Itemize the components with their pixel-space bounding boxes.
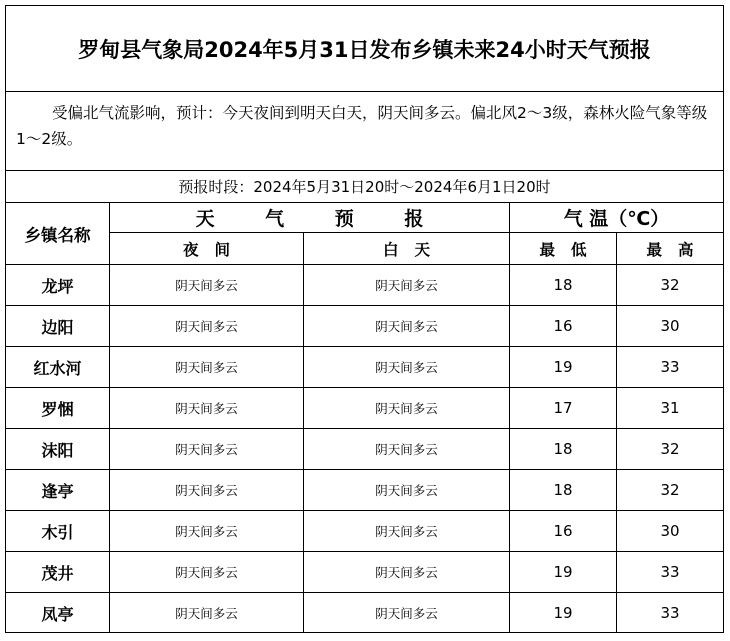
max-temp-cell: 32 [660,481,680,499]
min-temp-cell: 19 [553,563,573,581]
town-name-cell: 木引 [41,522,74,542]
max-temp-cell: 31 [660,399,680,417]
town-name-cell: 茂井 [41,563,74,583]
day-weather-cell: 阴天间多云 [375,442,438,457]
forecast-table [6,203,723,632]
header-temperature: 气 温（℃） [563,208,670,230]
max-temp-cell: 33 [660,563,680,581]
night-weather-cell: 阴天间多云 [175,442,238,457]
max-temp-cell: 33 [660,358,680,376]
day-weather-cell: 阴天间多云 [375,360,438,375]
max-temp-cell: 33 [660,604,680,622]
night-weather-cell: 阴天间多云 [175,278,238,293]
forecast-summary: 受偏北气流影响，预计：今天夜间到明天白天，阴天间多云。偏北风2～3级，森林火险气象等级1～2级。 [16,104,708,148]
max-temp-cell: 30 [660,522,680,540]
forecast-sheet [5,5,724,633]
town-name-cell: 凤亭 [41,604,74,624]
forecast-period: 预报时段：2024年5月31日20时～2024年6月1日20时 [178,178,551,196]
town-name-cell: 逢亭 [41,481,74,501]
max-temp-cell: 30 [660,317,680,335]
town-name-cell: 沫阳 [41,440,74,460]
min-temp-cell: 18 [553,440,573,458]
town-name-cell: 龙坪 [41,276,74,296]
night-weather-cell: 阴天间多云 [175,319,238,334]
night-weather-cell: 阴天间多云 [175,483,238,498]
header-weather: 天 气 预 报 [195,208,424,230]
header-day: 白天 [382,240,446,259]
day-weather-cell: 阴天间多云 [375,483,438,498]
town-name-cell: 红水河 [33,358,82,378]
min-temp-cell: 19 [553,358,573,376]
min-temp-cell: 16 [553,317,573,335]
min-temp-cell: 16 [553,522,573,540]
header-min: 最低 [539,240,603,259]
day-weather-cell: 阴天间多云 [375,565,438,580]
day-weather-cell: 阴天间多云 [375,401,438,416]
page-title: 罗甸县气象局2024年5月31日发布乡镇未来24小时天气预报 [78,37,651,62]
min-temp-cell: 17 [553,399,573,417]
header-town: 乡镇名称 [24,225,91,245]
night-weather-cell: 阴天间多云 [175,360,238,375]
night-weather-cell: 阴天间多云 [175,606,238,621]
day-weather-cell: 阴天间多云 [375,524,438,539]
max-temp-cell: 32 [660,440,680,458]
night-weather-cell: 阴天间多云 [175,401,238,416]
divider [110,232,723,233]
min-temp-cell: 18 [553,276,573,294]
min-temp-cell: 18 [553,481,573,499]
min-temp-cell: 19 [553,604,573,622]
night-weather-cell: 阴天间多云 [175,524,238,539]
town-name-cell: 罗悃 [41,399,74,419]
night-weather-cell: 阴天间多云 [175,565,238,580]
header-night: 夜间 [182,240,246,259]
day-weather-cell: 阴天间多云 [375,319,438,334]
day-weather-cell: 阴天间多云 [375,278,438,293]
header-max: 最高 [646,240,710,259]
town-name-cell: 边阳 [41,317,74,337]
day-weather-cell: 阴天间多云 [375,606,438,621]
max-temp-cell: 32 [660,276,680,294]
